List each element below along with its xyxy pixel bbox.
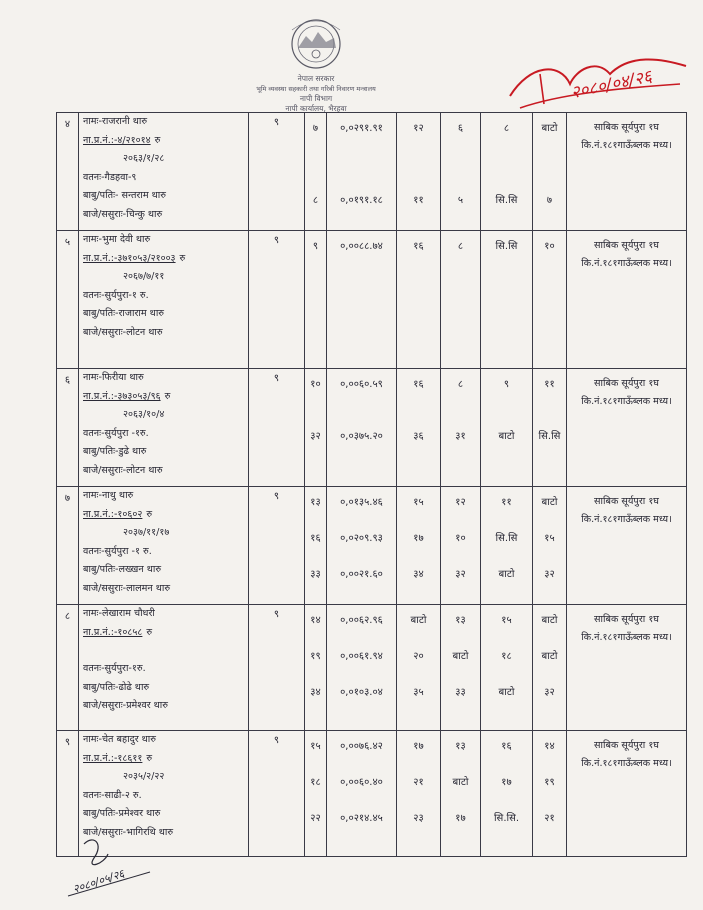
citizenship-value: ना.प्र.नं.:-१८६११ [83,752,143,764]
owner-name: नामः-राजरानी थारु [83,116,148,127]
seal-line-3: नापी विभाग [299,94,333,103]
boundary-north-cell [397,231,441,369]
father-name: बाबु/पतिः- सन्तराम थारु [83,190,166,201]
footer-signature [64,834,154,904]
parcel-area-cell [327,113,397,231]
parcel-area-cell [327,369,397,487]
boundary-south: १३ [455,741,466,752]
issue-date: २०६३/१/२८ [123,153,165,164]
boundary-south-cell [441,731,481,857]
boundary-west: १५ [544,533,555,544]
remarks: साबिक सूर्यपुरा १घ कि.नं.१८१गाऊँब्लक मध्य। [567,731,687,857]
boundary-west: ७ [546,195,553,206]
boundary-east-cell [481,605,533,731]
citizenship-value: ना.प्र.नं.:-४/२१०१४ [83,134,151,146]
boundary-south: ८ [457,379,464,390]
citizenship-number [83,750,246,769]
boundary-south-cell [441,605,481,731]
owner-details [79,605,249,731]
serial-number: ७ [57,487,79,605]
boundary-north-cell [397,605,441,731]
citizenship-suffix: रु [154,134,161,146]
boundary-north: ३६ [413,431,424,442]
boundary-south: ६ [457,123,464,134]
boundary-south: ५ [457,195,464,206]
parcel-area: ०,००६१.९४ [340,651,383,662]
boundary-north: २१ [413,777,424,788]
parcel-number-cell [305,487,327,605]
boundary-north: ३४ [413,569,424,580]
boundary-west: ११ [544,379,555,390]
parcel-number: ३३ [310,569,321,580]
boundary-north: १५ [413,497,424,508]
parcel-area: ०,०३७५.२० [340,431,383,442]
grandfather-name: बाजे/ससुराः-चिन्कु थारु [83,208,163,220]
boundary-east-cell [481,231,533,369]
boundary-east: १६ [501,741,512,752]
parcel-area: ०,००२१.६० [340,569,383,580]
boundary-north: २० [413,651,424,662]
father-name: बाबु/पतिः-लख्खन थारु [83,564,162,575]
citizenship-value: ना.प्र.नं.:-१०६०२ [83,508,143,520]
father-name: बाबु/पतिः-डुढे थारु [83,446,147,457]
boundary-south: ३२ [455,569,466,580]
parcel-area: ०,०२०९.९३ [340,533,383,544]
parcel-number: १९ [310,651,321,662]
citizenship-value: ना.प्र.नं.:-३७३०५३/९६ [83,390,161,402]
boundary-south-cell [441,369,481,487]
boundary-east-cell [481,731,533,857]
boundary-north: ३५ [413,687,424,698]
issue-date: २०६३/१०/४ [123,409,165,420]
boundary-east: बाटो [498,431,515,442]
boundary-west: सि.सि [538,431,561,442]
remarks: साबिक सूर्यपुरा १घ कि.नं.१८१गाऊँब्लक मध्य। [567,113,687,231]
boundary-north-cell [397,369,441,487]
owner-address: वतनः-सुर्यपुरा -१ रु. [83,545,152,557]
ward-number: ९ [249,605,305,731]
boundary-south: १७ [455,813,466,824]
issue-date: २०६७/७/११ [123,271,165,282]
boundary-east: १५ [501,615,512,626]
parcel-area: ०,००६०.५९ [340,379,383,390]
owner-address: वतनः-गैडहवा-९ [83,171,137,183]
boundary-east: सि.सि [495,533,518,544]
record-row [57,369,687,487]
boundary-north-cell [397,113,441,231]
boundary-north: १७ [413,533,424,544]
boundary-east: सि.सि [495,195,518,206]
citizenship-suffix: रु [146,508,153,520]
boundary-west: ३२ [544,687,555,698]
boundary-east: बाटो [498,687,515,698]
parcel-number: ९ [312,241,319,252]
parcel-area-cell [327,605,397,731]
boundary-north: ११ [413,195,424,206]
boundary-west: बाटो [541,497,558,508]
boundary-south: १२ [455,497,466,508]
citizenship-suffix: रु [146,626,153,638]
record-row [57,487,687,605]
boundary-south: १३ [455,615,466,626]
boundary-east: ८ [503,123,510,134]
parcel-area: ०,००८८.७४ [340,241,383,252]
parcel-number-cell [305,369,327,487]
citizenship-suffix: रु [164,390,171,402]
parcel-area-cell [327,487,397,605]
boundary-north: बाटो [410,615,427,626]
parcel-area: ०,००६२.९६ [340,615,383,626]
boundary-west-cell [533,731,567,857]
issue-date: २०३५/२/२२ [123,771,165,782]
record-row [57,113,687,231]
boundary-west: बाटो [541,651,558,662]
boundary-north: १२ [413,123,424,134]
boundary-south-cell [441,231,481,369]
citizenship-number [83,388,246,407]
owner-address: वतनः-साढी-२ रु. [83,789,142,801]
parcel-area: ०,००६०.४० [340,777,383,788]
parcel-area: ०,००७६.४२ [340,741,383,752]
remarks: साबिक सूर्यपुरा १घ कि.नं.१८१गाऊँब्लक मध्य। [567,231,687,369]
remarks: साबिक सूर्यपुरा १घ कि.नं.१८१गाऊँब्लक मध्य। [567,487,687,605]
boundary-east: सि.सि [495,241,518,252]
serial-number: ८ [57,605,79,731]
parcel-area: ०,०१०३.०४ [340,687,383,698]
boundary-east: १८ [501,651,512,662]
grandfather-name: बाजे/ससुराः-लालमन थारु [83,582,171,594]
signature-date: २०८०/०४/२६ [569,66,654,104]
boundary-west-cell [533,113,567,231]
grandfather-name: बाजे/ससुराः-लोटन थारु [83,464,163,476]
parcel-area: ०,०१९१.१८ [340,195,383,206]
serial-number: ६ [57,369,79,487]
citizenship-number [83,506,246,525]
boundary-east-cell [481,113,533,231]
parcel-number-cell [305,605,327,731]
boundary-south: ३१ [455,431,466,442]
boundary-east-cell [481,487,533,605]
remarks: साबिक सूर्यपुरा १घ कि.नं.१८१गाऊँब्लक मध्य। [567,369,687,487]
owner-address: वतनः-सुर्यपुरा -१रु. [83,427,149,439]
parcel-number: २२ [310,813,321,824]
owner-address: वतनः-सुर्यपुरा-१रु. [83,663,146,674]
record-row [57,605,687,731]
boundary-east: बाटो [498,569,515,580]
parcel-number: १४ [310,615,321,626]
citizenship-number [83,132,246,151]
parcel-number: १३ [310,497,321,508]
serial-number: ५ [57,231,79,369]
boundary-west-cell [533,231,567,369]
serial-number: ४ [57,113,79,231]
parcel-number: १६ [310,533,321,544]
boundary-south-cell [441,113,481,231]
issue-date: २०३७/११/१७ [123,527,170,538]
boundary-south: ८ [457,241,464,252]
seal-line-4: नापी कार्यालय, भैरहवा [285,104,347,113]
boundary-west: बाटो [541,615,558,626]
ward-number: ९ [249,731,305,857]
record-row [57,231,687,369]
boundary-south: १० [455,533,466,544]
seal-emblem-icon [252,12,380,82]
owner-details [79,113,249,231]
citizenship-value: ना.प्र.नं.:-१०८५८ [83,626,143,638]
ward-number: ९ [249,369,305,487]
parcel-number: १५ [310,741,321,752]
parcel-area-cell [327,731,397,857]
grandfather-name: बाजे/ससुराः-भागिरथि थारु [83,826,174,838]
parcel-number: १० [310,379,321,390]
boundary-south: बाटो [452,651,469,662]
boundary-east-cell [481,369,533,487]
boundary-north: १६ [413,241,424,252]
parcel-area: ०,०२९१.९१ [340,123,383,134]
boundary-north: १७ [413,741,424,752]
land-records-table [56,112,687,857]
boundary-west: ३२ [544,569,555,580]
boundary-north: १६ [413,379,424,390]
citizenship-suffix: रु [179,252,186,264]
boundary-south: ३३ [455,687,466,698]
boundary-west: २१ [544,813,555,824]
boundary-west: १४ [544,741,555,752]
owner-address: वतनः-सुर्यपुरा-१ रु. [83,289,149,301]
parcel-number: ३४ [310,687,321,698]
citizenship-number [83,624,246,643]
seal-line-2: भूमि व्यवस्था सहकारी तथा गरिबी निवारण मन्त्रालय [256,85,376,93]
government-seal [252,12,380,122]
citizenship-value: ना.प्र.नं.:-३७१०५३/२१००३ [83,252,176,264]
parcel-number-cell [305,231,327,369]
owner-name: नामः-लेखाराम चौधरी [83,608,155,619]
parcel-number-cell [305,731,327,857]
ward-number: ९ [249,231,305,369]
boundary-west: १९ [544,777,555,788]
parcel-area-cell [327,231,397,369]
father-name: बाबु/पतिः-ढोढे थारु [83,681,150,693]
ward-number: ९ [249,113,305,231]
seal-line-1: नेपाल सरकार [297,74,335,83]
grandfather-name: बाजे/ससुराः-प्रमेश्वर थारु [83,700,169,711]
boundary-west: बाटो [541,123,558,134]
owner-details [79,231,249,369]
boundary-north: २३ [413,813,424,824]
boundary-east: १७ [501,777,512,788]
parcel-number: ३२ [310,431,321,442]
parcel-area: ०,०१३५.४६ [340,497,383,508]
father-name: बाबु/पतिः-प्रमेश्वर थारु [83,808,161,819]
parcel-number: ७ [312,123,319,134]
owner-details [79,369,249,487]
issue-date [83,642,246,660]
remarks: साबिक सूर्यपुरा १घ कि.नं.१८१गाऊँब्लक मध्य। [567,605,687,731]
parcel-number: ८ [312,195,319,206]
parcel-area: ०,०२१४.४५ [340,813,383,824]
boundary-east: ११ [501,497,512,508]
boundary-west-cell [533,369,567,487]
owner-name: नामः-फिरीया थारु [83,372,144,383]
citizenship-suffix: रु [146,752,153,764]
serial-number: ९ [57,731,79,857]
boundary-south-cell [441,487,481,605]
grandfather-name: बाजे/ससुराः-लोटन थारु [83,326,163,338]
owner-name: नामः-भुमा देवी थारु [83,234,151,245]
parcel-number: १८ [310,777,321,788]
owner-name: नामः-चेत बहादुर थारु [83,734,157,745]
parcel-number-cell [305,113,327,231]
owner-details [79,487,249,605]
boundary-west-cell [533,487,567,605]
boundary-north-cell [397,731,441,857]
ward-number: ९ [249,487,305,605]
footer-signature-date: २०८०/०५/२६ [71,867,126,896]
boundary-west-cell [533,605,567,731]
boundary-east: सि.सि. [493,813,520,824]
boundary-west: १० [544,241,555,252]
boundary-north-cell [397,487,441,605]
owner-name: नामः-नाथु थारु [83,490,134,501]
boundary-east: ९ [503,379,510,390]
boundary-south: बाटो [452,777,469,788]
citizenship-number [83,250,246,269]
father-name: बाबु/पतिः-राजाराम थारु [83,308,165,319]
